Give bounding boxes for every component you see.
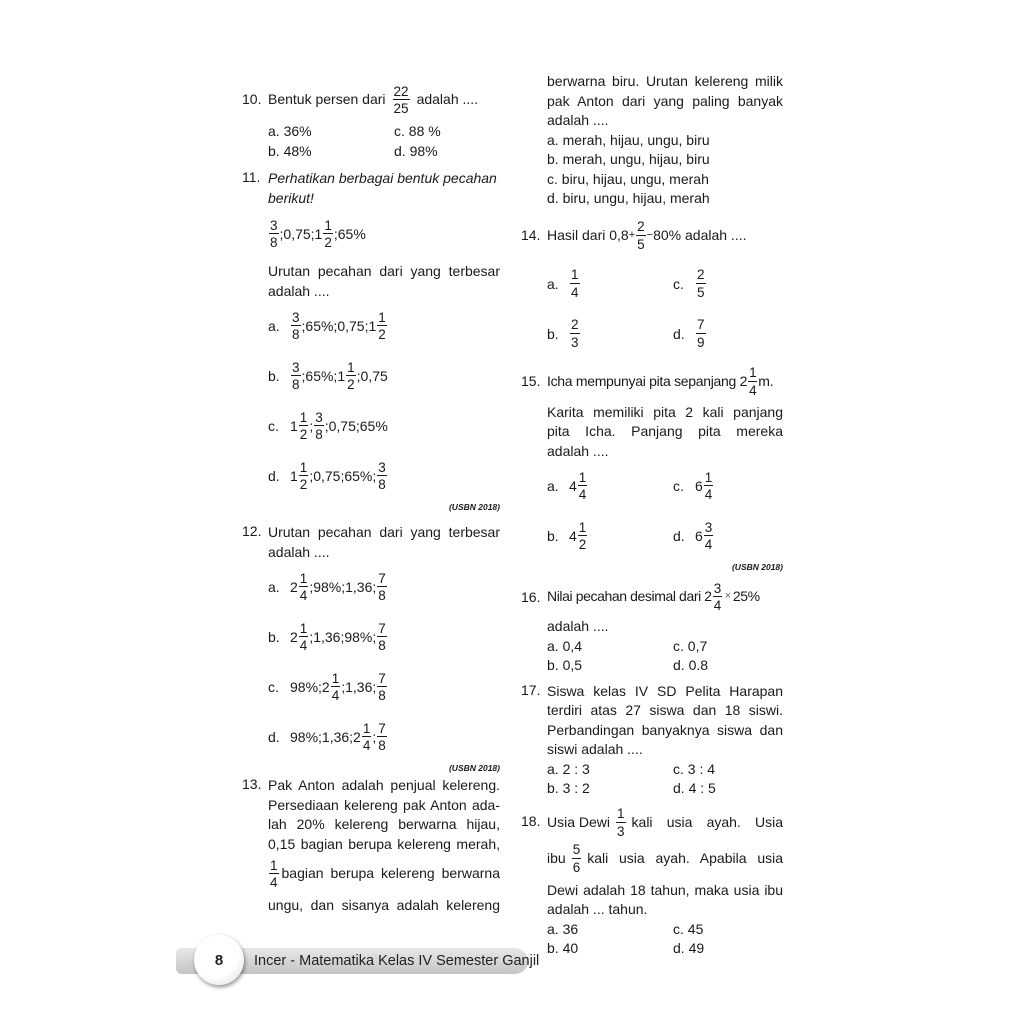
question-text: Siswa kelas IV SD Pelita Harapan: [547, 682, 783, 699]
option-a[interactable]: a. merah, hijau, ungu, biru: [547, 131, 710, 148]
fraction: $\frac{22}{25}$: [393, 83, 409, 116]
answer-options: [547, 461, 783, 561]
question-text: ungu, dan sisanya adalah kelereng: [268, 897, 500, 913]
option-a[interactable]: a. 0,4: [547, 637, 583, 654]
question-text: adalah ... tahun.: [547, 901, 648, 917]
option-b[interactable]: b. 40: [547, 940, 579, 956]
question-text: Karita memiliki pita 2 kali panjang: [547, 403, 783, 420]
question-13: [242, 776, 500, 916]
fraction: $\frac{1}{4}$: [749, 365, 757, 398]
right-column: [521, 72, 783, 959]
option-c[interactable]: c. 1 $\frac{1}{2}$ ; $\frac{3}{8}$ ;0,75;65%: [268, 409, 388, 442]
question-number: 14.: [521, 226, 541, 243]
option-b[interactable]: b. merah, ungu, hijau, biru: [547, 151, 710, 167]
question-text: 0,15 bagian berupa kelereng merah,: [268, 835, 500, 852]
question-text: adalah ....: [547, 112, 609, 128]
question-text: terdiri atas 27 siswa dan 18 siswi.: [547, 702, 783, 718]
source-note: (USBN 2018): [731, 562, 783, 572]
question-number: 16.: [521, 589, 541, 605]
option-b[interactable]: b. $\frac{2}{3}$: [547, 317, 579, 350]
question-text: pita Icha. Panjang pita mereka: [547, 423, 783, 439]
option-d[interactable]: d. 0.8: [673, 657, 709, 673]
option-a[interactable]: a. 4 $\frac{1}{4}$: [547, 469, 587, 502]
option-d[interactable]: d. 98%;1,36;2 $\frac{1}{4}$ ; $\frac{7}{8}$: [268, 720, 386, 753]
question-text: adalah ....: [268, 543, 330, 560]
option-d[interactable]: d. biru, ungu, hijau, merah: [547, 190, 710, 206]
option-c[interactable]: c. $\frac{2}{5}$: [673, 267, 705, 300]
source-note: (USBN 2018): [448, 502, 500, 512]
option-b[interactable]: b. $\frac{3}{8}$ ;65%;1 $\frac{1}{2}$ ;0,75: [268, 359, 388, 392]
option-c[interactable]: c. 0,7: [673, 637, 708, 654]
answer-options: [547, 637, 783, 676]
question-text: pak Anton dari yang paling banyak: [547, 92, 783, 109]
option-d[interactable]: d. 98%: [394, 142, 438, 159]
question-text: ibu: [547, 849, 566, 866]
option-d[interactable]: d. $\frac{7}{9}$: [673, 317, 705, 350]
option-b[interactable]: b. 4 $\frac{1}{2}$: [547, 519, 587, 552]
question-number: 15.: [521, 372, 541, 389]
question-text: Nilai pecahan desimal dari 2: [547, 588, 712, 605]
answer-options: [547, 920, 783, 959]
question-text: berwarna biru. Urutan kelereng milik: [547, 73, 783, 89]
fraction-sequence: $\frac{3}{8}$ ;0,75;1 $\frac{1}{2}$ ;65%: [270, 217, 366, 250]
option-b[interactable]: b. 2 $\frac{1}{4}$ ;1,36;98%; $\frac{7}{8}$: [268, 620, 386, 653]
question-14: 14. Hasil dari 0,8 + $\frac{2}{5}$ − 80% adalah .... a. $\frac{1}{4}$ c. $\frac{2}{5}$ b. $\frac{2}{3}$ d. $\frac{7}{9}$: [521, 213, 783, 359]
question-13-continued: [521, 72, 783, 209]
option-a[interactable]: a. 2 $\frac{1}{4}$ ;98%;1,36; $\frac{7}{8}$: [268, 570, 386, 603]
question-number: 13.: [242, 776, 262, 792]
answer-options: [268, 122, 500, 161]
fraction: $\frac{3}{4}$: [713, 580, 721, 613]
answer-options: [547, 259, 783, 359]
option-b[interactable]: b. 0,5: [547, 657, 583, 673]
question-11: [242, 169, 500, 513]
question-text: berikut!: [268, 189, 314, 206]
fraction: $\frac{1}{4}$: [270, 857, 278, 890]
left-column: [242, 72, 500, 916]
option-d[interactable]: d. 6 $\frac{3}{4}$: [673, 519, 713, 552]
option-b[interactable]: b. 3 : 2: [547, 780, 590, 796]
question-16: 16. Nilai pecahan desimal dari 2 $\frac{3}{4}$ × 25% adalah .... a. 0,4 c. 0,7 b. 0,5 d. 0.8: [521, 577, 783, 676]
option-c[interactable]: c. 6 $\frac{1}{4}$: [673, 469, 713, 502]
question-text: Dewi adalah 18 tahun, maka usia ibu: [547, 881, 783, 898]
question-10: [242, 80, 500, 161]
question-text: Hasil dari 0,8: [547, 226, 629, 243]
question-text: bagian berupa kelereng berwarna: [281, 865, 500, 882]
question-12: [242, 523, 500, 774]
question-text: adalah ....: [547, 618, 609, 634]
option-b[interactable]: b. 48%: [268, 142, 312, 159]
question-text: Usia Dewi: [547, 813, 611, 830]
question-text: Icha mempunyai pita sepanjang 2: [547, 372, 748, 389]
question-17: [521, 682, 783, 799]
question-number: 17.: [521, 681, 541, 698]
question-text: adalah ....: [268, 282, 330, 299]
question-text: Perhatikan berbagai bentuk pecahan: [268, 170, 497, 186]
option-c[interactable]: c. 88 %: [394, 123, 441, 139]
fraction: $\frac{1}{3}$: [617, 806, 625, 839]
question-text: adalah ....: [547, 442, 609, 459]
source-note: (USBN 2018): [448, 763, 500, 773]
option-d[interactable]: d. 1 $\frac{1}{2}$ ;0,75;65%; $\frac{3}{8}$: [268, 459, 386, 492]
option-d[interactable]: d. 49: [673, 940, 705, 956]
option-a[interactable]: a. $\frac{3}{8}$ ;65%;0,75;1 $\frac{1}{2}$: [268, 309, 386, 342]
question-text: siswi adalah ....: [547, 741, 643, 757]
question-text: Bentuk persen dari: [268, 91, 386, 108]
option-d[interactable]: d. 4 : 5: [673, 780, 716, 796]
option-c[interactable]: c. 45: [673, 920, 704, 937]
option-a[interactable]: a. 2 : 3: [547, 760, 590, 777]
question-18: 18. Usia Dewi $\frac{1}{3}$ kali usia ayah. Usia ibu $\frac{5}{6}$ kali usia ayah. Apabila usia Dewi adalah 18 tahun, maka usia ibu adalah ... tahun. a. 36 c. 45 b. 40 d. 49: [521, 805, 783, 959]
question-number: 10.: [242, 91, 262, 107]
question-number: 12.: [242, 523, 262, 539]
question-text: lah 20% kelereng berwarna hijau,: [268, 816, 500, 832]
page-number: 8: [214, 951, 224, 969]
answer-options: [547, 760, 783, 799]
option-a[interactable]: a. 36%: [268, 123, 312, 139]
question-text: adalah ....: [416, 91, 479, 108]
option-a[interactable]: a. 36: [547, 920, 579, 937]
question-number: 11.: [242, 169, 261, 185]
option-c[interactable]: c. 98%;2 $\frac{1}{4}$ ;1,36; $\frac{7}{8}$: [268, 670, 386, 703]
option-c[interactable]: c. biru, hijau, ungu, merah: [547, 170, 709, 187]
fraction: $\frac{2}{5}$: [637, 219, 645, 252]
book-title: Incer - Matematika Kelas IV Semester Ganjil: [254, 953, 540, 969]
fraction: $\frac{5}{6}$: [572, 842, 581, 875]
question-text: Urutan pecahan dari yang terbesar: [268, 524, 500, 540]
question-text: Perbandingan banyaknya siswa dan: [547, 721, 783, 738]
question-text: Pak Anton adalah penjual kelereng.: [268, 777, 500, 793]
question-text: Persediaan kelereng pak Anton ada-: [268, 796, 500, 813]
option-a[interactable]: a. $\frac{1}{4}$: [547, 267, 579, 300]
question-number: 18.: [521, 812, 541, 829]
question-text: Urutan pecahan dari yang terbesar: [268, 263, 500, 279]
question-15: 15. Icha mempunyai pita sepanjang 2 $\frac{1}{4}$ m. Karita memiliki pita 2 kali panjang pita Icha. Panjang pita mereka adalah .... a. 4 $\frac{1}{4}$ c. 6 $\frac{1}{4}$ b. 4 $\frac{1}{2}$ d. 6 $\frac{3}{4}$ (USBN 2018): [521, 365, 783, 572]
option-c[interactable]: c. 3 : 4: [673, 760, 716, 777]
page-number-badge: [194, 935, 244, 985]
